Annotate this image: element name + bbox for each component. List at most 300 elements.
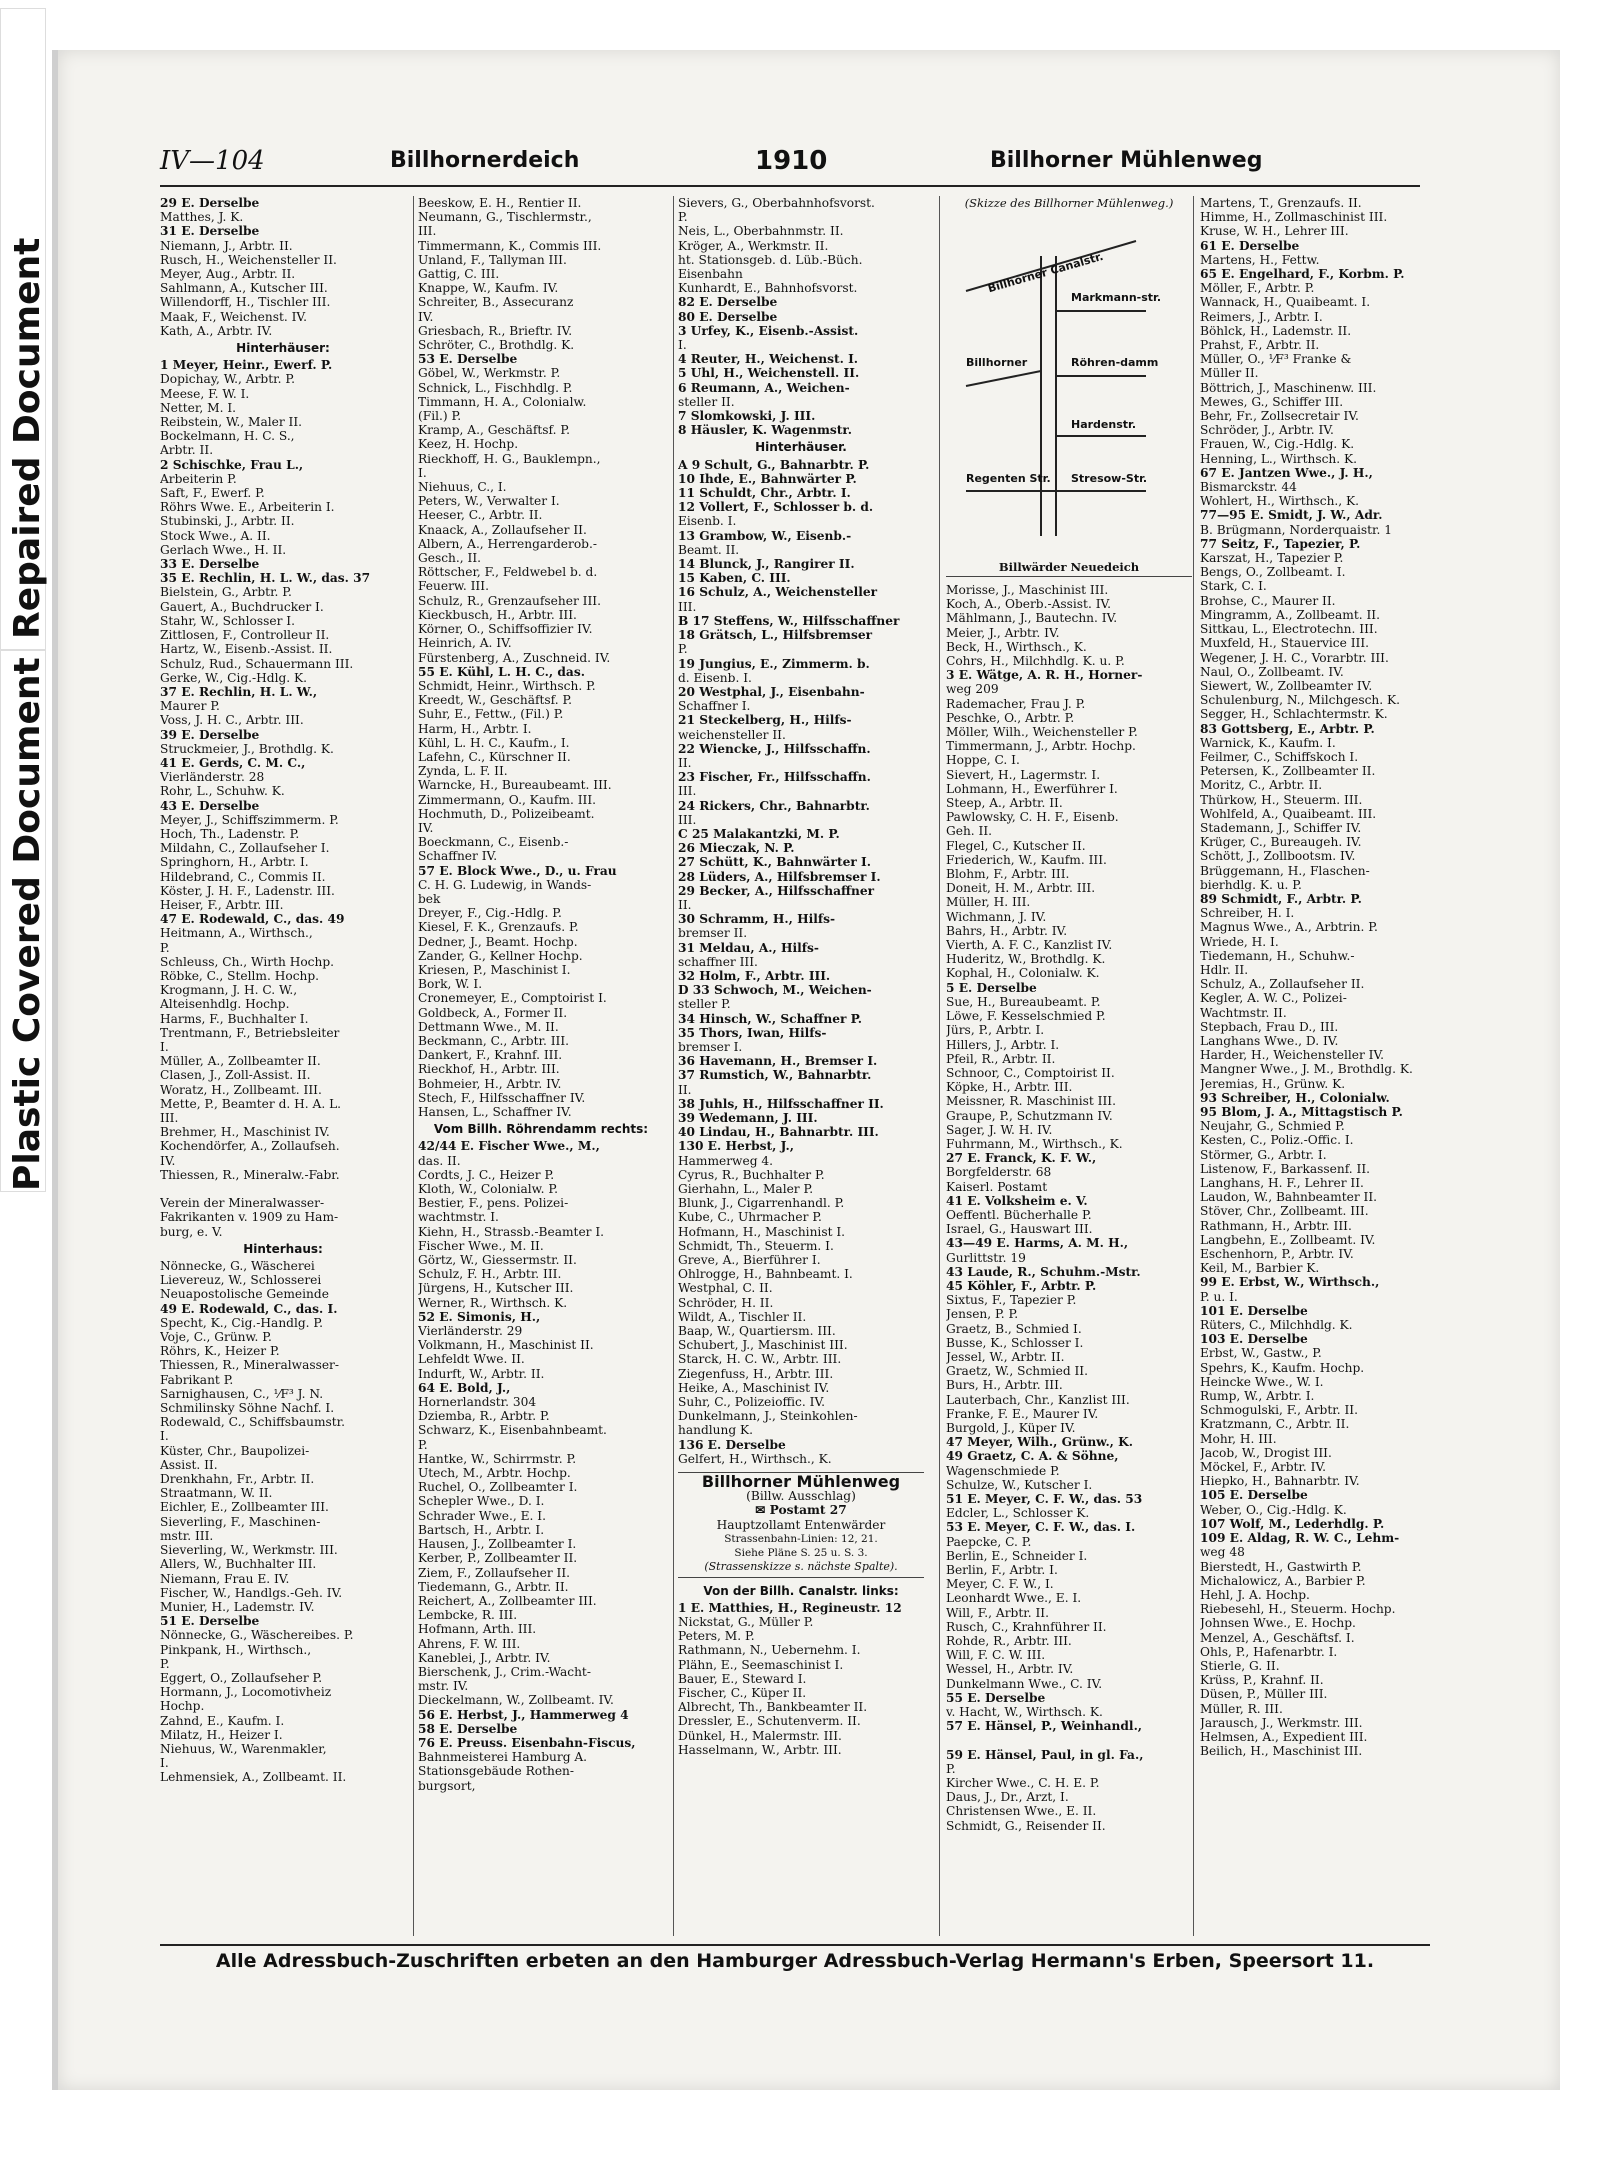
directory-entry: 23 Fischer, Fr., Hilfsschaffn.: [678, 770, 871, 785]
directory-entry: Beckmann, C., Arbtr. III.: [418, 1033, 570, 1048]
directory-entry: 6 Reumann, A., Weichen-: [678, 380, 850, 395]
directory-entry: Lehfeldt Wwe. II.: [418, 1352, 525, 1367]
directory-entry: Fischer Wwe., M. II.: [418, 1238, 544, 1253]
section-subheading: Hinterhäuser.: [755, 440, 847, 455]
directory-entry: Röttscher, F., Feldwebel b. d.: [418, 565, 598, 580]
directory-entry: Wohlfeld, A., Quaibeamt. III.: [1200, 806, 1377, 821]
directory-entry: Meyer, J., Schiffszimmerm. P.: [160, 812, 339, 827]
directory-entry: Hofmann, H., Maschinist I.: [678, 1224, 846, 1239]
directory-entry: Trentmann, F., Betriebsleiter: [160, 1025, 340, 1040]
header-rule: [160, 185, 1420, 187]
directory-entry: Peters, M. P.: [678, 1629, 755, 1644]
directory-entry: 43 Laude, R., Schuhm.-Mstr.: [946, 1264, 1141, 1279]
directory-entry: Karszat, H., Tapezier P.: [1200, 551, 1344, 566]
directory-entry: Prahst, F., Arbtr. II.: [1200, 338, 1320, 353]
directory-entry: 27 Schütt, K., Bahnwärter I.: [678, 855, 871, 870]
directory-entry: Stark, C. I.: [1200, 579, 1267, 594]
directory-entry: Hammerweg 4.: [678, 1153, 773, 1168]
directory-entry: das. II.: [418, 1153, 461, 1168]
directory-entry: Stech, F., Hilfsschaffner IV.: [418, 1090, 586, 1105]
directory-columns: [160, 196, 1430, 1936]
directory-entry: 26 Mieczak, N. P.: [678, 841, 795, 856]
directory-entry: 53 E. Meyer, C. F. W., das. I.: [946, 1520, 1136, 1535]
directory-entry: 47 Meyer, Wilh., Grünw., K.: [946, 1435, 1134, 1450]
directory-entry: Brüggemann, H., Flaschen-: [1200, 863, 1370, 878]
directory-entry: Thürkow, H., Steuerm. III.: [1200, 792, 1363, 807]
directory-entry: P.: [160, 1656, 170, 1671]
directory-entry: bierhdlg. K. u. P.: [1200, 877, 1302, 892]
directory-entry: Meier, J., Arbtr. IV.: [946, 625, 1060, 640]
directory-entry: Kruse, W. H., Lehrer III.: [1200, 224, 1349, 239]
directory-entry: Knaack, A., Zollaufseher II.: [418, 522, 587, 537]
directory-entry: I.: [418, 465, 427, 480]
directory-entry: Böttrich, J., Maschinenw. III.: [1200, 380, 1377, 395]
directory-entry: Röhrs Wwe. E., Arbeiterin I.: [160, 500, 335, 515]
directory-entry: Rathmann, H., Arbtr. III.: [1200, 1218, 1352, 1233]
directory-entry: Krüger, C., Bureaugeh. IV.: [1200, 835, 1362, 850]
directory-entry: Brehmer, H., Maschinist IV.: [160, 1125, 330, 1140]
directory-entry: Wohlert, H., Wirthsch., K.: [1200, 494, 1360, 509]
directory-entry: Schmidt, G., Reisender II.: [946, 1818, 1106, 1833]
directory-entry: Gesch., II.: [418, 551, 482, 566]
directory-entry: Wichmann, J. IV.: [946, 909, 1047, 924]
directory-entry: Fabrikant P.: [160, 1372, 234, 1387]
directory-entry: bremser II.: [678, 926, 748, 941]
directory-entry: III.: [678, 784, 697, 799]
directory-entry: 40 Lindau, H., Bahnarbtr. III.: [678, 1125, 879, 1140]
directory-entry: Berlin, E., Schneider I.: [946, 1548, 1088, 1563]
directory-entry: Hiepko, H., Bahnarbtr. IV.: [1200, 1474, 1360, 1489]
directory-entry: 43 E. Derselbe: [160, 798, 260, 813]
directory-entry: 31 Meldau, A., Hilfs-: [678, 940, 819, 955]
directory-entry: Zimmermann, O., Kaufm. III.: [418, 792, 597, 807]
directory-entry: Heitmann, A., Wirthsch.,: [160, 926, 313, 941]
directory-entry: Vierth, A. F. C., Kanzlist IV.: [946, 938, 1113, 953]
directory-entry: 58 E. Derselbe: [418, 1721, 518, 1736]
directory-entry: Oeffentl. Bücherhalle P.: [946, 1207, 1092, 1222]
directory-entry: Dedner, J., Beamt. Hochp.: [418, 934, 578, 949]
directory-entry: P.: [418, 1437, 428, 1452]
directory-entry: Ziegenfuss, H., Arbtr. III.: [678, 1366, 834, 1381]
directory-entry: 109 E. Aldag, R. W. C., Lehm-: [1200, 1531, 1400, 1546]
directory-entry: Rieckhof, H., Arbtr. III.: [418, 1062, 560, 1077]
directory-entry: B 17 Steffens, W., Hilfsschaffner: [678, 613, 900, 628]
directory-entry: Schmidt, Heinr., Wirthsch. P.: [418, 678, 596, 693]
directory-entry: Kochendörfer, A., Zollaufseh.: [160, 1139, 340, 1154]
directory-entry: 59 E. Hänsel, Paul, in gl. Fa.,: [946, 1747, 1144, 1762]
directory-entry: Albern, A., Herrengarderob.-: [418, 536, 597, 551]
column-4: [946, 196, 1192, 1833]
directory-entry: Kieckbusch, H., Arbtr. III.: [418, 607, 577, 622]
directory-entry: P.: [678, 210, 688, 225]
directory-entry: Schulz, R., Grenzaufseher III.: [418, 593, 601, 608]
sketch-label: Billhorner Canalstr.: [986, 249, 1105, 296]
directory-entry: 5 Uhl, H., Weichenstell. II.: [678, 366, 860, 381]
street-right: Billhorner Mühlenweg: [990, 148, 1263, 173]
sketch-map-lines: [946, 196, 1192, 566]
directory-entry: 20 Westphal, J., Eisenbahn-: [678, 684, 865, 699]
directory-entry: 2 Schischke, Frau L.,: [160, 457, 304, 472]
directory-entry: bek: [418, 891, 441, 906]
directory-entry: Rathmann, N., Uebernehm. I.: [678, 1643, 861, 1658]
directory-entry: Bork, W. I.: [418, 977, 483, 992]
directory-entry: Niehuus, C., I.: [418, 480, 507, 495]
directory-entry: Hillers, J., Arbtr. I.: [946, 1037, 1060, 1052]
section-subheading: Hinterhäuser:: [236, 341, 330, 356]
directory-entry: Sittkau, L., Electrotechn. III.: [1200, 622, 1378, 637]
directory-entry: Kloth, W., Colonialw. P.: [418, 1182, 558, 1197]
directory-entry: Naul, O., Zollbeamt. IV.: [1200, 664, 1344, 679]
directory-entry: Werner, R., Wirthsch. K.: [418, 1295, 568, 1310]
directory-entry: Schaffner I.: [678, 699, 751, 714]
directory-entry: 32 Holm, F., Arbtr. III.: [678, 968, 831, 983]
directory-entry: Volkmann, H., Maschinist II.: [418, 1338, 594, 1353]
directory-entry: Möller, Wilh., Weichensteller P.: [946, 725, 1138, 740]
directory-entry: Krüss, P., Krahnf. II.: [1200, 1673, 1324, 1688]
directory-entry: Helmsen, A., Expedient III.: [1200, 1729, 1368, 1744]
directory-entry: Bestier, F., pens. Polizei-: [418, 1196, 569, 1211]
directory-entry: Kaiserl. Postamt: [946, 1179, 1048, 1194]
directory-entry: 56 E. Herbst, J., Hammerweg 4: [418, 1707, 629, 1722]
box-zollamt: Hauptzollamt Entenwärder: [716, 1517, 886, 1532]
directory-entry: Hdlr. II.: [1200, 962, 1249, 977]
directory-entry: Krogmann, J. H. C. W.,: [160, 983, 298, 998]
directory-entry: Dressler, E., Schutenverm. II.: [678, 1714, 861, 1729]
directory-entry: Gelfert, H., Wirthsch., K.: [678, 1451, 832, 1466]
directory-entry: Christensen Wwe., E. II.: [946, 1804, 1097, 1819]
directory-entry: 21 Steckelberg, H., Hilfs-: [678, 713, 852, 728]
directory-entry: Stubinski, J., Arbtr. II.: [160, 514, 295, 529]
directory-entry: Neis, L., Oberbahnmstr. II.: [678, 224, 844, 239]
directory-entry: schaffner III.: [678, 954, 758, 969]
box-subtitle: (Billw. Ausschlag): [746, 1489, 856, 1504]
directory-entry: 1 Meyer, Heinr., Ewerf. P.: [160, 358, 333, 373]
directory-entry: 83 Gottsberg, E., Arbtr. P.: [1200, 721, 1375, 736]
directory-entry: Griesbach, R., Brieftr. IV.: [418, 323, 573, 338]
directory-entry: Möckel, F., Arbtr. IV.: [1200, 1460, 1326, 1475]
directory-entry: Matthes, J. K.: [160, 210, 244, 225]
directory-entry: Schnoor, C., Comptoirist II.: [946, 1065, 1115, 1080]
directory-entry: Plähn, E., Seemaschinist I.: [678, 1657, 844, 1672]
directory-entry: Müller, R. III.: [1200, 1701, 1283, 1716]
directory-entry: Vierländerstr. 29: [418, 1324, 523, 1339]
plastic-covered-document-label: [0, 650, 46, 1192]
directory-entry: Hartz, W., Eisenb.-Assist. II.: [160, 642, 333, 657]
directory-entry: Mildahn, C., Zollaufseher I.: [160, 841, 330, 856]
directory-entry: I.: [678, 338, 687, 353]
directory-entry: Hoppe, C. I.: [946, 753, 1020, 768]
directory-entry: Rüters, C., Milchhdlg. K.: [1200, 1318, 1353, 1333]
directory-entry: 30 Schramm, H., Hilfs-: [678, 912, 836, 927]
directory-entry: Zittlosen, F., Controlleur II.: [160, 628, 330, 643]
directory-entry: I.: [160, 1039, 169, 1054]
directory-entry: Heiser, F., Arbtr. III.: [160, 897, 284, 912]
directory-entry: Westphal, C. II.: [678, 1281, 773, 1296]
box-skizze: (Strassenskizze s. nächste Spalte).: [704, 1560, 898, 1574]
directory-entry: Reichert, A., Zollbeamter III.: [418, 1593, 597, 1608]
directory-entry: Harder, H., Weichensteller IV.: [1200, 1048, 1385, 1063]
directory-entry: Schmidt, Th., Steuerm. I.: [678, 1238, 834, 1253]
directory-entry: 29 Becker, A., Hilfsschaffner: [678, 883, 875, 898]
directory-entry: Laudon, W., Bahnbeamter II.: [1200, 1190, 1378, 1205]
directory-entry: Meissner, R. Maschinist III.: [946, 1094, 1116, 1109]
directory-entry: 65 E. Engelhard, F., Korbm. P.: [1200, 267, 1405, 282]
directory-entry: II.: [678, 897, 692, 912]
directory-entry: 38 Juhls, H., Hilfsschaffner II.: [678, 1096, 884, 1111]
directory-entry: Nönnecke, G., Wäschereibes. P.: [160, 1628, 354, 1643]
directory-entry: 34 Hinsch, W., Schaffner P.: [678, 1011, 863, 1026]
directory-entry: Hantke, W., Schirrmstr. P.: [418, 1451, 577, 1466]
directory-entry: Rohr, L., Schuhw. K.: [160, 784, 285, 799]
directory-entry: Gerlach Wwe., H. II.: [160, 542, 287, 557]
directory-entry: 99 E. Erbst, W., Wirthsch.,: [1200, 1275, 1380, 1290]
directory-entry: Meyer, C. F. W., I.: [946, 1577, 1054, 1592]
directory-entry: Rusch, H., Weichensteller II.: [160, 252, 337, 267]
directory-entry: Kiesel, F. K., Grenzaufs. P.: [418, 920, 579, 935]
directory-entry: Cohrs, H., Milchhdlg. K. u. P.: [946, 654, 1125, 669]
directory-entry: Dettmann Wwe., M. II.: [418, 1019, 559, 1034]
directory-entry: Müller II.: [1200, 366, 1259, 381]
box-postamt: ✉ Postamt 27: [755, 1503, 847, 1518]
directory-entry: Greve, A., Bierführer I.: [678, 1253, 821, 1268]
directory-entry: Gerke, W., Cig.-Hdlg. K.: [160, 670, 308, 685]
directory-entry: Beeskow, E. H., Rentier II.: [418, 196, 582, 210]
directory-entry: Blunk, J., Cigarrenhandl. P.: [678, 1196, 845, 1211]
directory-entry: III.: [678, 812, 697, 827]
directory-entry: Neuapostolische Gemeinde: [160, 1287, 329, 1302]
road-line: [966, 371, 1041, 386]
directory-entry: Reibstein, W., Maler II.: [160, 415, 303, 430]
directory-entry: Sieverling, F., Maschinen-: [160, 1514, 321, 1529]
directory-entry: 76 E. Preuss. Eisenbahn-Fiscus,: [418, 1735, 636, 1750]
directory-entry: Ohlrogge, H., Bahnbeamt. I.: [678, 1267, 853, 1282]
directory-entry: 49 Graetz, C. A. & Söhne,: [946, 1449, 1119, 1464]
directory-entry: Wachtmstr. II.: [1200, 1005, 1287, 1020]
directory-entry: Borgfelderstr. 68: [946, 1165, 1052, 1180]
directory-entry: Mewes, G., Schiffer III.: [1200, 394, 1344, 409]
directory-entry: Jessel, W., Arbtr. II.: [946, 1349, 1065, 1364]
directory-entry: Weber, O., Cig.-Hdlg. K.: [1200, 1502, 1347, 1517]
directory-entry: Hildebrand, C., Commis II.: [160, 869, 326, 884]
directory-entry: Dunkelmann Wwe., C. IV.: [946, 1676, 1103, 1691]
directory-entry: Röhrs, K., Heizer P.: [160, 1344, 280, 1359]
directory-entry: Schulz, F. H., Arbtr. III.: [418, 1267, 562, 1282]
directory-entry: Eggert, O., Zollaufseher P.: [160, 1670, 323, 1685]
directory-entry: 107 Wolf, M., Lederhdlg. P.: [1200, 1516, 1385, 1531]
directory-entry: P.: [946, 1761, 956, 1776]
directory-entry: Dreyer, F., Cig.-Hdlg. P.: [418, 906, 562, 921]
directory-entry: Schaffner IV.: [418, 849, 498, 864]
directory-entry: Sieverling, W., Werkmstr. III.: [160, 1543, 338, 1558]
directory-entry: Löwe, F. Kesselschmied P.: [946, 1009, 1106, 1024]
directory-entry: Schröter, C., Brothdlg. K.: [418, 338, 575, 353]
street-left: Billhornerdeich: [390, 148, 580, 173]
directory-entry: weichensteller II.: [678, 727, 786, 742]
directory-entry: 64 E. Bold, J.,: [418, 1380, 511, 1395]
directory-entry: Assist. II.: [160, 1457, 218, 1472]
directory-entry: Röbke, C., Stellm. Hochp.: [160, 968, 320, 983]
directory-entry: Will, F., Arbtr. II.: [946, 1605, 1049, 1620]
directory-entry: II.: [678, 755, 692, 770]
directory-entry: Riebesehl, H., Steuerm. Hochp.: [1200, 1602, 1396, 1617]
directory-entry: Morisse, J., Maschinist III.: [946, 583, 1109, 597]
directory-entry: Kramp, A., Geschäftsf. P.: [418, 423, 570, 438]
directory-entry: Petersen, K., Zollbeamter II.: [1200, 764, 1376, 779]
directory-entry: Schepler Wwe., D. I.: [418, 1494, 545, 1509]
directory-entry: Bahrs, H., Arbtr. IV.: [946, 923, 1068, 938]
directory-entry: Daus, J., Dr., Arzt, I.: [946, 1790, 1069, 1805]
directory-entry: Mählmann, J., Bautechn. IV.: [946, 611, 1118, 626]
directory-entry: Hormann, J., Locomotivheiz: [160, 1685, 332, 1700]
directory-entry: Pawlowsky, C. H. F., Eisenb.: [946, 810, 1119, 825]
directory-entry: Rieckhoff, H. G., Bauklempn.,: [418, 451, 601, 466]
directory-entry: 14 Blunck, J., Rangirer II.: [678, 557, 855, 572]
directory-entry: Cyrus, R., Buchhalter P.: [678, 1167, 825, 1182]
directory-entry: Keez, H. Hochp.: [418, 437, 519, 452]
directory-entry: Sue, H., Bureaubeamt. P.: [946, 994, 1101, 1009]
directory-entry: Schnick, L., Fischhdlg. P.: [418, 380, 573, 395]
directory-entry: Bismarckstr. 44: [1200, 480, 1297, 495]
directory-entry: C 25 Malakantzki, M. P.: [678, 826, 840, 841]
directory-entry: Henning, L., Wirthsch. K.: [1200, 451, 1357, 466]
directory-entry: Fischer, C., Küper II.: [678, 1685, 807, 1700]
directory-entry: Jacob, W., Drogist III.: [1200, 1445, 1332, 1460]
directory-entry: Jürgens, H., Kutscher III.: [418, 1281, 574, 1296]
directory-entry: steller P.: [678, 997, 731, 1012]
directory-entry: 55 E. Kühl, L. H. C., das.: [418, 664, 585, 679]
directory-entry: 105 E. Derselbe: [1200, 1488, 1308, 1503]
directory-entry: Wriede, H. I.: [1200, 934, 1279, 949]
directory-entry: Langhans, H. F., Lehrer II.: [1200, 1176, 1364, 1191]
directory-entry: Kegler, A. W. C., Polizei-: [1200, 991, 1347, 1006]
directory-entry: Nickstat, G., Müller P.: [678, 1614, 814, 1629]
directory-entry: Alteisenhdlg. Hochp.: [160, 997, 290, 1012]
directory-entry: Leonhardt Wwe., E. I.: [946, 1591, 1082, 1606]
directory-entry: A 9 Schult, G., Bahnarbtr. P.: [678, 457, 870, 472]
directory-entry: 39 E. Derselbe: [160, 727, 260, 742]
directory-entry: weg 209: [946, 682, 999, 697]
directory-entry: Rademacher, Frau J. P.: [946, 696, 1086, 711]
directory-entry: Bauer, E., Steward I.: [678, 1671, 807, 1686]
directory-entry: Schröder, H. II.: [678, 1295, 774, 1310]
directory-entry: 45 Köhler, F., Arbtr. P.: [946, 1278, 1097, 1293]
directory-entry: Kratzmann, C., Arbtr. II.: [1200, 1417, 1350, 1432]
directory-entry: 95 Blom, J. A., Mittagstisch P.: [1200, 1105, 1403, 1119]
directory-entry: Stademann, J., Schiffer IV.: [1200, 820, 1362, 835]
directory-entry: Hehl, J. A. Hochp.: [1200, 1587, 1310, 1602]
directory-entry: 36 Havemann, H., Bremser I.: [678, 1054, 878, 1069]
directory-entry: weg 48: [1200, 1545, 1245, 1560]
directory-entry: 37 Rumstich, W., Bahnarbtr.: [678, 1068, 872, 1083]
directory-entry: Munier, H., Lademstr. IV.: [160, 1599, 315, 1614]
sketch-caption: (Skizze des Billhorner Mühlenweg.): [964, 196, 1174, 210]
directory-entry: Ruchel, O., Zollbeamter I.: [418, 1480, 578, 1495]
sketch-label: Röhren-damm: [1071, 356, 1159, 369]
directory-entry: Willendorff, H., Tischler III.: [160, 295, 331, 310]
directory-entry: 22 Wiencke, J., Hilfsschaffn.: [678, 741, 871, 756]
directory-entry: Allers, W., Buchhalter III.: [160, 1557, 317, 1572]
directory-entry: Hasselmann, W., Arbtr. III.: [678, 1742, 842, 1757]
directory-entry: Schleuss, Ch., Wirth Hochp.: [160, 954, 335, 969]
directory-entry: Kreedt, W., Geschäftsf. P.: [418, 693, 573, 708]
directory-entry: Hochp.: [160, 1699, 205, 1714]
directory-entry: Stöver, Chr., Zollbeamt. III.: [1200, 1204, 1369, 1219]
directory-entry: Heike, A., Maschinist IV.: [678, 1380, 830, 1395]
directory-entry: Brohse, C., Maurer II.: [1200, 593, 1336, 608]
directory-entry: Milatz, H., Heizer I.: [160, 1727, 283, 1742]
directory-entry: Johnsen Wwe., E. Hochp.: [1200, 1616, 1356, 1631]
directory-entry: Voje, C., Grünw. P.: [160, 1330, 272, 1345]
directory-entry: Tiedemann, G., Arbtr. II.: [418, 1579, 569, 1594]
column-3: [678, 196, 924, 1757]
directory-entry: 29 E. Derselbe: [160, 196, 260, 210]
directory-entry: 3 E. Wätge, A. R. H., Horner-: [946, 668, 1143, 683]
directory-entry: Peters, W., Verwalter I.: [418, 494, 560, 509]
directory-entry: 10 Ihde, E., Bahnwärter P.: [678, 471, 857, 486]
directory-entry: Burs, H., Arbtr. III.: [946, 1378, 1063, 1393]
directory-entry: Stepbach, Frau D., III.: [1200, 1019, 1339, 1034]
directory-entry: Wagenschmiede P.: [946, 1463, 1060, 1478]
directory-entry: bremser I.: [678, 1039, 743, 1054]
directory-entry: Gurlittstr. 19: [946, 1250, 1026, 1265]
directory-entry: Dieckelmann, W., Zollbeamt. IV.: [418, 1693, 614, 1708]
directory-entry: Reimers, J., Arbtr. I.: [1200, 309, 1323, 324]
directory-entry: Saft, F., Ewerf. P.: [160, 486, 265, 501]
directory-entry: Martens, H., Fettw.: [1200, 252, 1320, 267]
directory-entry: Menzel, A., Geschäftsf. I.: [1200, 1630, 1355, 1645]
directory-entry: Göbel, W., Werkmstr. P.: [418, 366, 561, 381]
directory-entry: P.: [678, 642, 688, 657]
directory-entry: 57 E. Block Wwe., D., u. Frau: [418, 863, 617, 878]
directory-entry: Heeser, C., Arbtr. II.: [418, 508, 543, 523]
directory-entry: 130 E. Herbst, J.,: [678, 1139, 794, 1154]
directory-entry: Sahlmann, A., Kutscher III.: [160, 281, 328, 296]
directory-entry: Rusch, C., Krahnführer II.: [946, 1619, 1107, 1634]
directory-entry: Fakrikanten v. 1909 zu Ham-: [160, 1210, 339, 1225]
directory-entry: 93 Schreiber, H., Colonialw.: [1200, 1090, 1390, 1105]
directory-entry: 4 Reuter, H., Weichenst. I.: [678, 352, 859, 367]
directory-entry: Küster, Chr., Baupolizei-: [160, 1443, 310, 1458]
directory-entry: Dünkel, H., Malermstr. III.: [678, 1728, 842, 1743]
directory-entry: Schulze, W., Kutscher I.: [946, 1477, 1093, 1492]
directory-entry: 136 E. Derselbe: [678, 1437, 786, 1452]
directory-entry: Stahr, W., Schlosser I.: [160, 613, 295, 628]
directory-entry: 55 E. Derselbe: [946, 1690, 1046, 1705]
directory-entry: Dunkelmann, J., Steinkohlen-: [678, 1409, 858, 1424]
directory-entry: Körner, O., Schiffsoffizier IV.: [418, 622, 593, 637]
directory-entry: Knappe, W., Kaufm. IV.: [418, 281, 559, 296]
directory-entry: Bierstedt, H., Gastwirth P.: [1200, 1559, 1362, 1574]
directory-entry: Jensen, P. P.: [946, 1307, 1019, 1322]
directory-entry: 51 E. Meyer, C. F. W., das. 53: [946, 1492, 1143, 1506]
directory-entry: Böhlck, H., Lademstr. II.: [1200, 323, 1352, 338]
directory-entry: Specht, K., Cig.-Handlg. P.: [160, 1315, 324, 1330]
page-number: IV—104: [160, 146, 265, 176]
directory-entry: Springhorn, H., Arbtr. I.: [160, 855, 309, 870]
directory-entry: Jürs, P., Arbtr. I.: [946, 1023, 1045, 1038]
directory-entry: P. u. I.: [1200, 1289, 1238, 1304]
directory-entry: Schwarz, K., Eisenbahnbeamt.: [418, 1423, 607, 1438]
directory-entry: P.: [160, 940, 170, 955]
directory-entry: Edcler, L., Schlosser K.: [946, 1506, 1090, 1521]
directory-entry: Albrecht, Th., Bankbeamter II.: [678, 1700, 868, 1715]
directory-entry: Warnick, K., Kaufm. I.: [1200, 735, 1336, 750]
directory-entry: 41 E. Gerds, C. M. C.,: [160, 755, 306, 770]
directory-entry: III.: [160, 1111, 179, 1125]
directory-entry: 47 E. Rodewald, C., das. 49: [160, 912, 345, 927]
directory-entry: Bierschenk, J., Crim.-Wacht-: [418, 1664, 591, 1679]
directory-entry: Dziemba, R., Arbtr. P.: [418, 1409, 550, 1424]
